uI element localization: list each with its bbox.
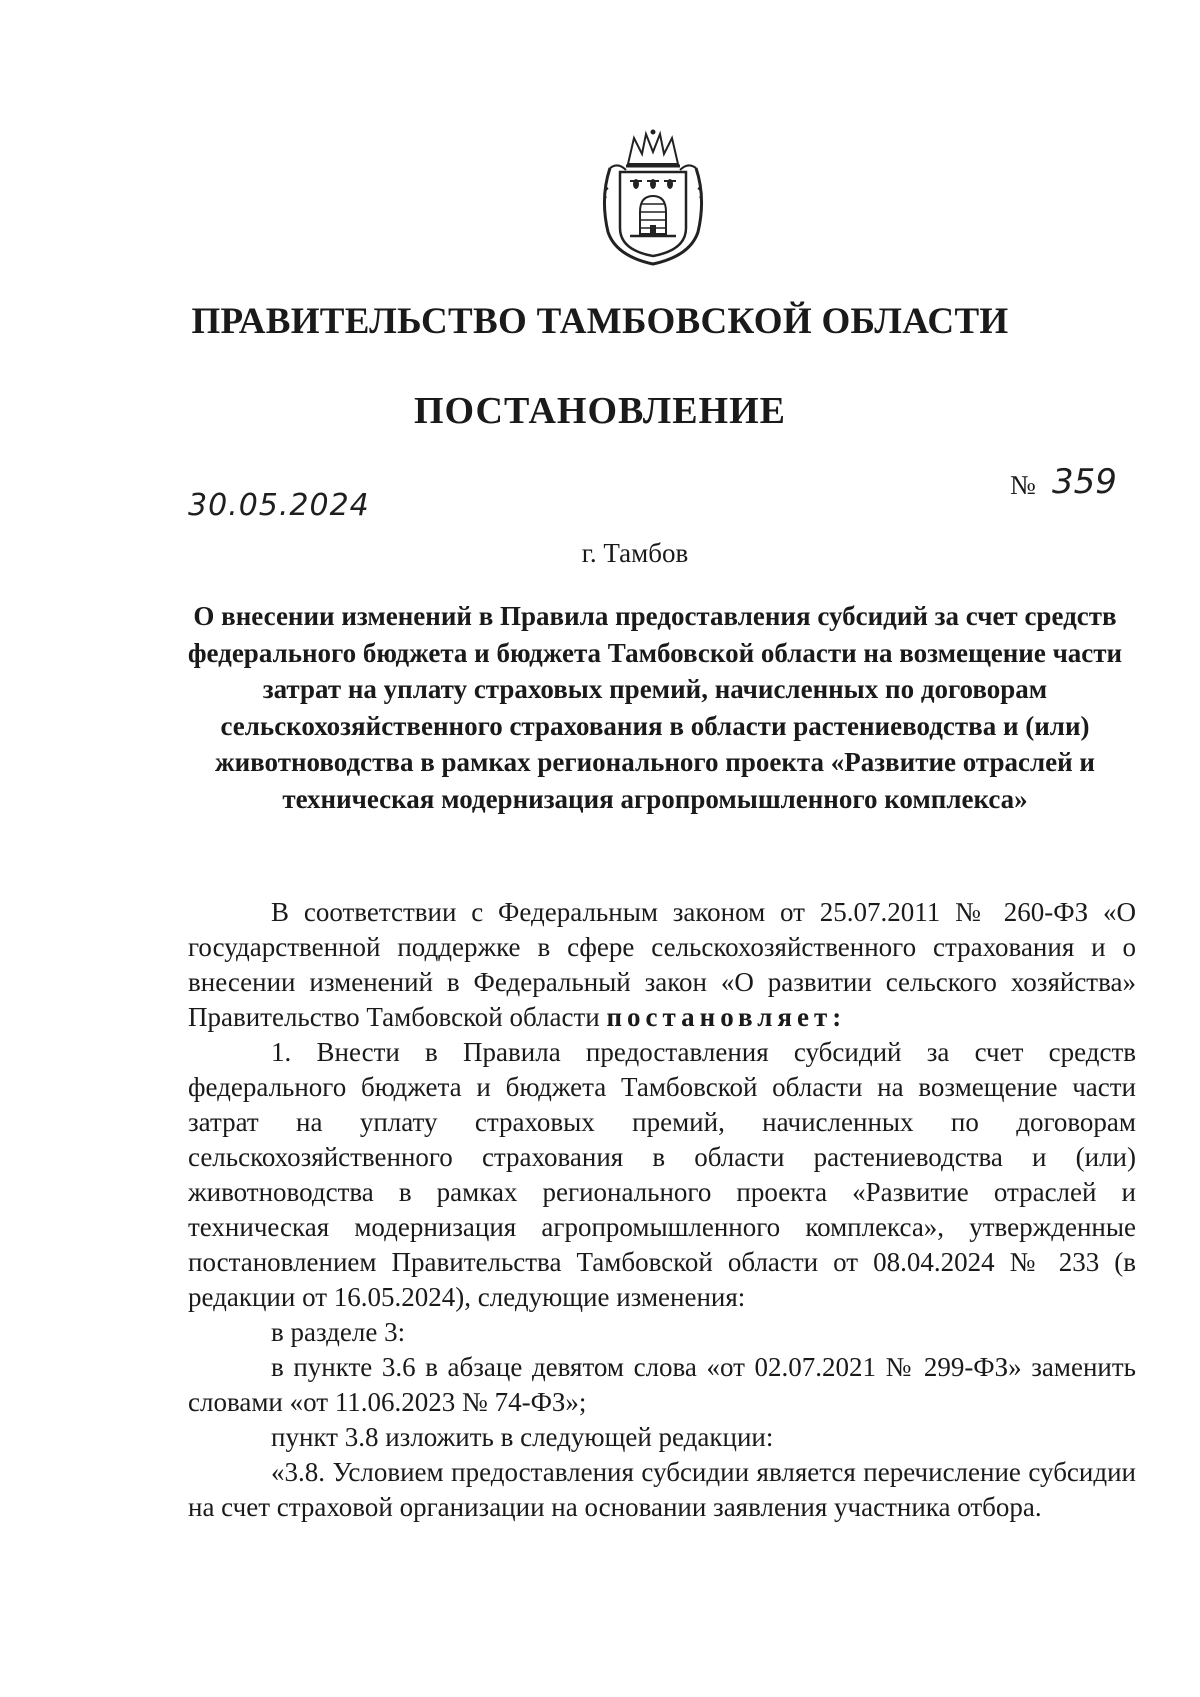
number-label: № bbox=[1010, 470, 1036, 500]
preamble-text: В соответствии с Федеральным законом от 25.07.2011 № 260-ФЗ «О государственной поддержке в сфере сельскохозяйственного страхования и о внесении изменений в Федеральный закон «О развитии сельского хозяйства» Правительство Тамбовской области bbox=[188, 897, 1136, 1032]
city-line: г. Тамбов bbox=[581, 538, 689, 568]
document-date: 30.05.2024 bbox=[188, 488, 370, 523]
point36-paragraph: в пункте 3.6 в абзаце девятом слова «от 02.07.2021 № 299-ФЗ» заменить словами «от 11.06.2023 № 74-ФЗ»; bbox=[188, 1352, 1136, 1417]
document-type: ПОСТАНОВЛЕНИЕ bbox=[413, 390, 787, 432]
point38-text-paragraph: «3.8. Условием предоставления субсидии является перечисление субсидии на счет страховой организации на основании заявления участника отбора. bbox=[188, 1457, 1136, 1522]
resolves-word: постановляет: bbox=[606, 1002, 847, 1032]
point38-intro-paragraph: пункт 3.8 изложить в следующей редакции: bbox=[271, 1422, 774, 1452]
document-subject: О внесении изменений в Правила предоставления субсидий за счет средств федерального бюджета и бюджета Тамбовской области на возмещение части затрат на уплату страховых премий, начисленных по договорам сельскохозяйственного страхования в области растениеводства и (или) животноводства в рамках регионального проекта «Развитие отраслей и техническая модернизация агропромышленного комплекса» bbox=[187, 601, 1123, 814]
preamble-paragraph bbox=[188, 895, 1136, 1035]
item1-paragraph: 1. Внести в Правила предоставления субсидий за счет средств федерального бюджета и бюджета Тамбовской области на возмещение части затрат на уплату страховых премий, начисленных по договорам сельскохозяйственного страхования в области растениеводства и (или) животноводства в рамках регионального проекта «Развитие отраслей и техническая модернизация агропромышленного комплекса», утвержденные постановлением Правительства Тамбовской области от 08.04.2024 № 233 (в редакции от 16.05.2024), следующие изменения: bbox=[188, 1037, 1136, 1312]
document-number: 359 bbox=[1052, 462, 1117, 502]
tambov-coat-of-arms-icon bbox=[596, 128, 710, 266]
section-paragraph: в разделе 3: bbox=[271, 1317, 406, 1347]
document-body bbox=[188, 895, 1136, 1525]
government-title: ПРАВИТЕЛЬСТВО ТАМБОВСКОЙ ОБЛАСТИ bbox=[191, 301, 1009, 342]
